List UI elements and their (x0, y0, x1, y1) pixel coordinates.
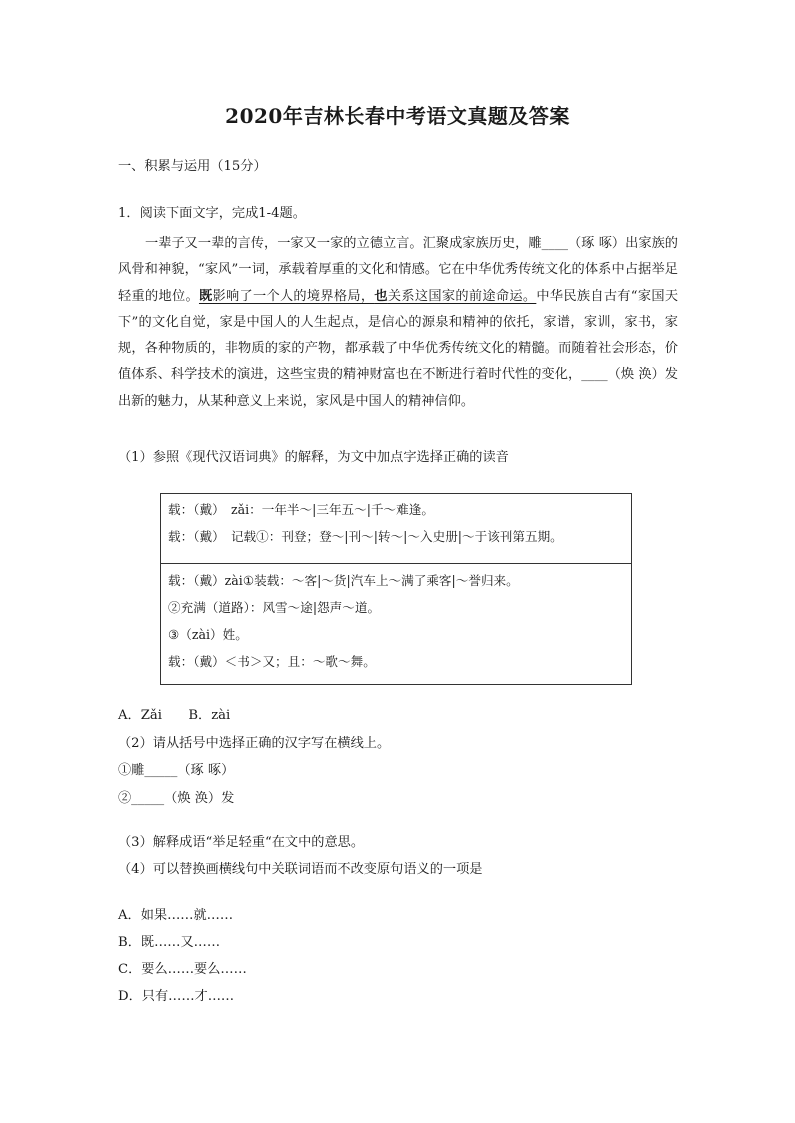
q2-item-1: ①雕_____（琢 啄） (118, 763, 235, 778)
q3-prompt: （3）解释成语“举足轻重“在文中的意思。 (118, 835, 365, 850)
dict-entry: 载：（戴）＜书＞又；且：～歌～舞。 (168, 654, 376, 669)
q2-prompt: （2）请从括号中选择正确的汉字写在横线上。 (118, 736, 391, 751)
connective-2: 也 (374, 288, 388, 304)
section-heading: 一、积累与运用（15分） (118, 159, 267, 174)
passage-text-1: 一辈子又一辈的言传，一家又一家的立德立言。汇聚成家族历史，雕 (145, 236, 542, 251)
dict-entry: 载：（戴） zǎi：一年半～|三年五～|千～难逢。 (168, 502, 434, 517)
q4-option-d: D．只有……才…… (118, 989, 235, 1004)
blank-1: ____ (541, 236, 568, 251)
blank-2: ____ (581, 367, 608, 383)
reading-passage (118, 231, 678, 415)
connective-1: 既 (198, 288, 213, 304)
dict-entry: ③（zài）姓。 (168, 627, 248, 642)
dictionary-box (160, 493, 632, 685)
underlined-mid: 影响了一个人的境界格局， (212, 288, 375, 304)
page-title: 2020年吉林长春中考语文真题及答案 (225, 104, 570, 128)
dict-divider (161, 563, 631, 564)
q1-options: A．Zǎi B．zài (118, 708, 231, 723)
passage-text-4: （焕 涣）发出新的魅力，从某种意义上来说，家风是中国人的精神信仰。 (118, 367, 678, 409)
q4-option-a: A．如果……就…… (118, 908, 234, 923)
q4-option-c: C．要么……要么…… (118, 962, 247, 977)
q4-prompt: （4）可以替换画横线句中关联词语而不改变原句语义的一项是 (118, 862, 483, 877)
q4-option-b: B．既……又…… (118, 935, 221, 950)
q2-item-2: ②_____（焕 涣）发 (118, 791, 235, 806)
question-intro: 1．阅读下面文字，完成1-4题。 (118, 206, 306, 221)
dict-entry: 载：（戴）zài①装载：～客|～货|汽车上～满了乘客|～誉归来。 (168, 573, 519, 588)
passage-text-2: （琢 啄）出家族的风骨和神貌，“家风”一词，承载着厚重的文化和情感。它在中华优秀传统文化的体系中占据举足轻重的地位。 (118, 236, 678, 304)
dict-entry: 载：（戴） 记载①：刊登；登～|刊～|转～|～入史册|～于该刊第五期。 (168, 529, 563, 544)
q1-prompt: （1）参照《现代汉语词典》的解释，为文中加点字选择正确的读音 (118, 450, 509, 465)
dict-entry: ②充满（道路）：风雪～途|怨声～道。 (168, 600, 381, 615)
underlined-sentence (199, 289, 536, 304)
passage-text-3: 中华民族自古有“家国天下”的文化自觉，家是中国人的人生起点，是信心的源泉和精神的依托，家谱，家训，家书，家规，各种物质的，非物质的家的产物，都承载了中华优秀传统文化的精髓。而随着社会形态，价值体系、科学技术的演进，这些宝贵的精神财富也在不断进行着时代性的变化， (118, 288, 679, 383)
underlined-end: 关系这国家的前途命运。 (387, 288, 537, 304)
